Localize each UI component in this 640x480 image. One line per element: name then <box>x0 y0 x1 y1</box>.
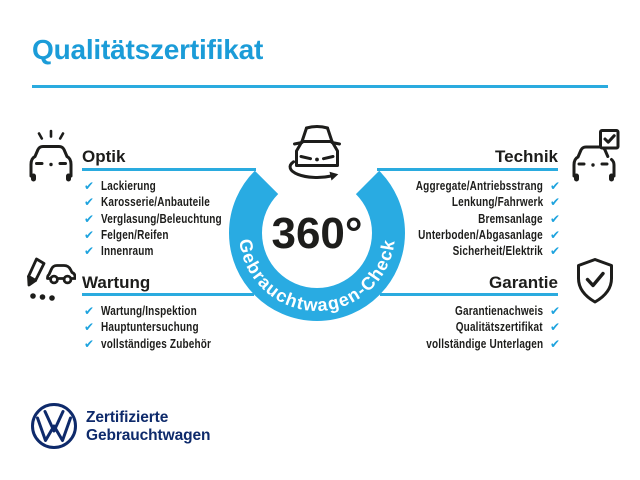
check-icon: ✔ <box>549 304 560 319</box>
check-icon: ✔ <box>549 211 560 226</box>
check-item <box>384 194 560 210</box>
check-item <box>384 227 560 243</box>
check-item-label: Wartung/Inspektion <box>101 304 197 319</box>
check-item-label: Felgen/Reifen <box>101 228 169 243</box>
check-icon: ✔ <box>549 320 560 335</box>
check-item <box>84 336 239 352</box>
check-item-label: Aggregate/Antriebsstrang <box>415 179 543 194</box>
check-item-label: vollständige Unterlagen <box>425 336 543 351</box>
section-title-garantie: Garantie <box>489 273 558 292</box>
check-icon: ✔ <box>84 336 95 351</box>
check-item-label: Qualitätszertifikat <box>455 320 543 335</box>
check-item-label: vollständiges Zubehör <box>101 336 212 351</box>
garantie-checklist <box>397 303 560 352</box>
check-item <box>84 319 239 335</box>
check-item <box>397 319 560 335</box>
service-checklist-icon <box>26 256 76 306</box>
vw-logo <box>29 401 79 451</box>
check-icon: ✔ <box>84 211 95 226</box>
check-item <box>384 178 560 194</box>
check-item <box>384 243 560 259</box>
car-checkbox-icon <box>572 128 620 183</box>
check-icon: ✔ <box>549 195 560 210</box>
check-item <box>84 303 239 319</box>
check-icon: ✔ <box>549 228 560 243</box>
check-item <box>397 303 560 319</box>
section-title-technik: Technik <box>495 147 558 166</box>
section-title-optik: Optik <box>82 147 126 166</box>
check-icon: ✔ <box>84 244 95 259</box>
check-icon: ✔ <box>549 244 560 259</box>
check-icon: ✔ <box>84 304 95 319</box>
check-item-label: Sicherheit/Elektrik <box>452 244 543 259</box>
360-check-emblem <box>225 118 409 328</box>
shield-check-icon <box>574 257 616 305</box>
brand-line-1: Zertifizierte <box>86 409 169 426</box>
section-title-wartung: Wartung <box>82 273 151 292</box>
car-rotate-icon <box>290 127 339 181</box>
technik-checklist <box>384 178 560 259</box>
check-icon: ✔ <box>549 179 560 194</box>
check-item-label: Karosserie/Anbauteile <box>101 195 211 210</box>
page-title: Qualitätszertifikat <box>32 34 264 65</box>
check-icon: ✔ <box>84 320 95 335</box>
check-icon: ✔ <box>549 336 560 351</box>
check-icon: ✔ <box>84 228 95 243</box>
check-item-label: Unterboden/Abgasanlage <box>418 228 543 243</box>
check-item-label: Hauptuntersuchung <box>101 320 199 335</box>
brand-text <box>86 409 210 445</box>
check-item-label: Garantienachweis <box>454 304 543 319</box>
check-item <box>397 336 560 352</box>
title-divider <box>32 85 608 88</box>
check-item-label: Lackierung <box>101 179 157 194</box>
check-icon: ✔ <box>84 195 95 210</box>
check-item-label: Innenraum <box>101 244 154 259</box>
brand-line-2: Gebrauchtwagen <box>86 427 211 444</box>
check-item-label: Lenkung/Fahrwerk <box>451 195 543 210</box>
check-item <box>384 211 560 227</box>
shiny-car-icon <box>28 129 74 184</box>
check-icon: ✔ <box>84 179 95 194</box>
degrees-label: 360° <box>271 209 363 258</box>
check-item-label: Verglasung/Beleuchtung <box>101 211 222 226</box>
ring-label: Gebrauchtwagen-Check <box>235 237 399 316</box>
check-item-label: Bremsanlage <box>478 211 543 226</box>
wartung-checklist <box>84 303 239 352</box>
